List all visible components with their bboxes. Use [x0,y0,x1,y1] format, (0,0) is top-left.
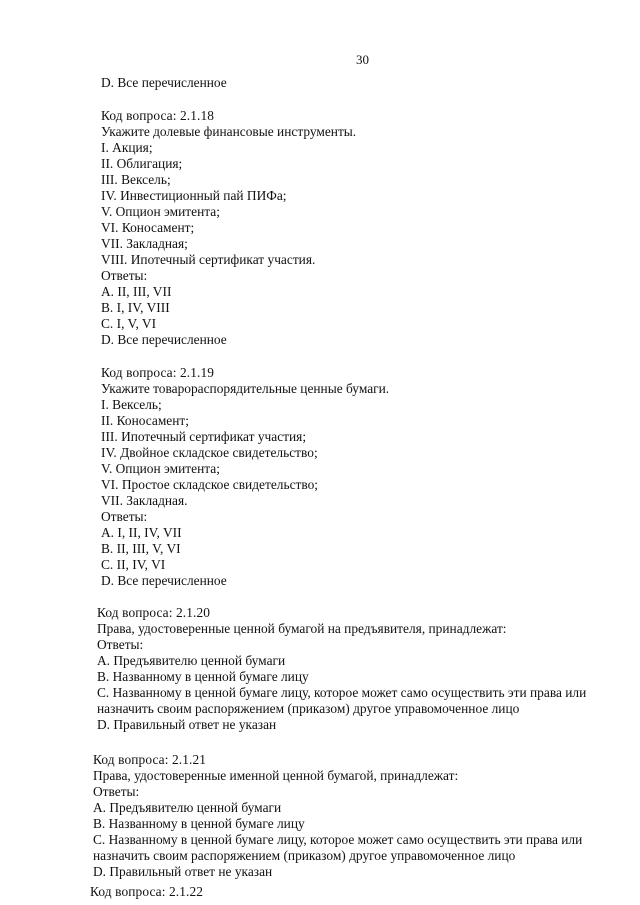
answers-label: Ответы: [101,509,148,524]
question-code: Код вопроса: 2.1.20 [97,605,211,620]
answer-option: C. Названному в ценной бумаге лицу, которое может само осуществить эти права или [93,832,583,847]
question-item: VI. Простое складское свидетельство; [101,477,319,492]
continued-answer: D. Все перечисленное [101,75,227,90]
question-item: V. Опцион эмитента; [101,461,220,476]
answer-option: D. Правильный ответ не указан [97,717,277,732]
question-prompt: Укажите товарораспорядительные ценные бумаги. [101,381,390,396]
answers-label: Ответы: [97,637,144,652]
answer-option: B. Названному в ценной бумаге лицу [93,816,305,831]
answer-option-continuation: назначить своим распоряжением (приказом) другое управомоченное лицо [93,848,516,863]
answer-option: C. II, IV, VI [101,557,166,572]
answer-option: C. I, V, VI [101,316,157,331]
answer-option: D. Все перечисленное [101,332,227,347]
question-code: Код вопроса: 2.1.19 [101,365,215,380]
question-item: VII. Закладная. [101,493,188,508]
answers-label: Ответы: [101,268,148,283]
question-item: V. Опцион эмитента; [101,204,220,219]
question-item: III. Ипотечный сертификат участия; [101,429,307,444]
question-prompt: Укажите долевые финансовые инструменты. [101,124,357,139]
question-item: II. Облигация; [101,156,183,171]
answer-option: D. Правильный ответ не указан [93,864,273,879]
question-item: VIII. Ипотечный сертификат участия. [101,252,316,267]
answer-option: B. I, IV, VIII [101,300,170,315]
answer-option: A. I, II, IV, VII [101,525,182,540]
answer-option: A. II, III, VII [101,284,172,299]
answer-option: C. Названному в ценной бумаге лицу, которое может само осуществить эти права или [97,685,587,700]
answer-option: B. Названному в ценной бумаге лицу [97,669,309,684]
question-prompt: Права, удостоверенные ценной бумагой на предъявителя, принадлежат: [97,621,507,636]
question-item: VI. Коносамент; [101,220,195,235]
answer-option: A. Предъявителю ценной бумаги [97,653,286,668]
page-number: 30 [356,52,369,67]
answers-label: Ответы: [93,784,140,799]
answer-option-continuation: назначить своим распоряжением (приказом) другое управомоченное лицо [97,701,520,716]
answer-option: A. Предъявителю ценной бумаги [93,800,282,815]
question-prompt: Права, удостоверенные именной ценной бумагой, принадлежат: [93,768,459,783]
question-item: II. Коносамент; [101,413,189,428]
answer-option: D. Все перечисленное [101,573,227,588]
answer-option: B. II, III, V, VI [101,541,181,556]
question-code: Код вопроса: 2.1.18 [101,108,215,123]
question-item: IV. Инвестиционный пай ПИФа; [101,188,287,203]
question-code: Код вопроса: 2.1.22 [90,884,204,899]
question-item: I. Акция; [101,140,153,155]
question-item: VII. Закладная; [101,236,188,251]
question-item: IV. Двойное складское свидетельство; [101,445,318,460]
question-item: III. Вексель; [101,172,171,187]
question-item: I. Вексель; [101,397,162,412]
question-code: Код вопроса: 2.1.21 [93,752,207,767]
